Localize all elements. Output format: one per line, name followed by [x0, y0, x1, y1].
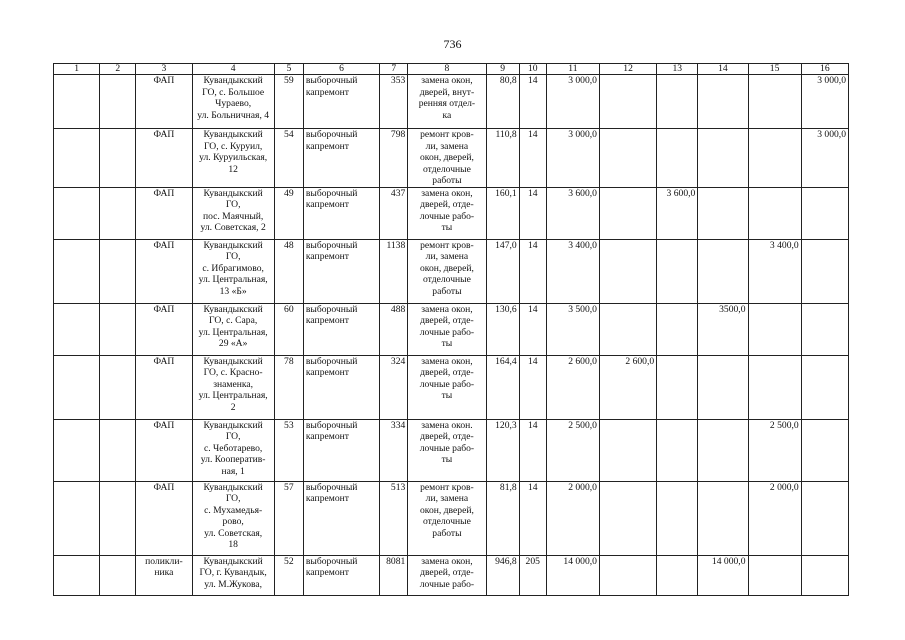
col-14-value [698, 239, 748, 303]
work-description-line: окон, дверей, [419, 504, 474, 516]
col-2-cell [100, 303, 136, 355]
work-description [408, 239, 486, 303]
col-5-value: 48 [274, 239, 303, 303]
work-description-line: работы [432, 175, 462, 186]
facility-address [192, 187, 274, 239]
col-7-value: 324 [380, 355, 408, 419]
work-type-line: капремонт [305, 86, 349, 98]
col-2-cell [100, 419, 136, 481]
facility-address-line: ГО, [225, 251, 241, 262]
col-1-cell [54, 355, 100, 419]
facility-address-line: ул. Центральная, [198, 274, 268, 285]
col-12-value [599, 481, 656, 555]
facility-type [136, 419, 192, 481]
work-description-line: работы [432, 527, 462, 539]
col-5-value: 78 [274, 355, 303, 419]
work-type-line: капремонт [305, 199, 349, 210]
work-description-line: ли, замена [425, 493, 469, 504]
col-13-value: 3 600,0 [657, 187, 698, 239]
work-description-line: окон, дверей, [419, 152, 474, 163]
col-10-value: 14 [519, 129, 546, 188]
facility-address-line: с. Ибрагимово, [202, 262, 264, 274]
facility-address-line: ул. Центральная, [198, 326, 268, 338]
col-16-value [801, 355, 848, 419]
facility-type-line: ФАП [153, 129, 175, 140]
col-2-cell [100, 239, 136, 303]
col-11-total: 14 000,0 [546, 555, 599, 595]
work-description [408, 555, 486, 595]
work-description-line: ли, замена [425, 251, 469, 262]
work-type-line: капремонт [305, 493, 349, 504]
facility-address-line: с. Мухамедья- [204, 504, 263, 516]
facility-address-line: знаменка, [213, 378, 254, 390]
col-15-value: 3 400,0 [748, 239, 801, 303]
facility-type-line: ника [154, 567, 174, 578]
table-row [54, 555, 849, 595]
table-row [54, 75, 849, 129]
work-type [303, 481, 379, 555]
col-7-value: 513 [380, 481, 408, 555]
facility-address [192, 555, 274, 595]
column-number-4: 4 [192, 64, 274, 75]
facility-address [192, 129, 274, 188]
col-9-value: 164,4 [486, 355, 519, 419]
facility-type [136, 355, 192, 419]
column-number-5: 5 [274, 64, 303, 75]
col-14-value [698, 75, 748, 129]
facility-type-line: ФАП [153, 187, 175, 199]
work-description-line: отделочные [422, 274, 471, 285]
column-number-12: 12 [599, 64, 656, 75]
work-description [408, 75, 486, 129]
col-7-value: 8081 [380, 555, 408, 595]
column-number-11: 11 [546, 64, 599, 75]
col-1-cell [54, 187, 100, 239]
work-description-line: окон, дверей, [419, 262, 474, 274]
col-13-value [657, 419, 698, 481]
col-1-cell [54, 129, 100, 188]
col-2-cell [100, 355, 136, 419]
column-number-10: 10 [519, 64, 546, 75]
facility-type-line: ФАП [153, 239, 175, 251]
col-1-cell [54, 555, 100, 595]
facility-address-line: ул. Больничная, 4 [197, 109, 270, 121]
col-15-value [748, 75, 801, 129]
facility-address-line: Кувандыкский [203, 355, 263, 367]
col-7-value: 437 [380, 187, 408, 239]
col-9-value: 110,8 [486, 129, 519, 188]
col-2-cell [100, 555, 136, 595]
table-row [54, 481, 849, 555]
facility-address-line: ГО, [225, 199, 241, 210]
col-5-value: 49 [274, 187, 303, 239]
col-11-total: 3 000,0 [546, 75, 599, 129]
facility-address-line: рово, [222, 516, 244, 527]
work-type [303, 75, 379, 129]
column-number-16: 16 [801, 64, 848, 75]
col-9-value: 120,3 [486, 419, 519, 481]
work-type-line: выборочный [305, 129, 358, 140]
column-number-1: 1 [54, 64, 100, 75]
col-14-value: 3500,0 [698, 303, 748, 355]
col-12-value [599, 419, 656, 481]
col-11-total: 3 400,0 [546, 239, 599, 303]
column-number-6: 6 [303, 64, 379, 75]
work-type-line: капремонт [305, 315, 349, 326]
facility-address-line: Кувандыкский [203, 75, 263, 86]
col-14-value [698, 187, 748, 239]
col-5-value: 59 [274, 75, 303, 129]
col-1-cell [54, 419, 100, 481]
work-type-line: капремонт [305, 431, 349, 442]
col-15-value [748, 303, 801, 355]
column-number-2: 2 [100, 64, 136, 75]
work-type [303, 239, 379, 303]
work-description-line: замена окон, [421, 355, 473, 367]
work-description-line: ка [442, 109, 452, 121]
facility-address-line: 12 [228, 163, 238, 175]
facility-address-line: 2 [230, 401, 236, 413]
work-description-line: отделочные [422, 163, 471, 175]
col-9-value: 81,8 [486, 481, 519, 555]
facility-address-line: Кувандыкский [203, 303, 263, 315]
facility-address-line: ГО, с. Куруил, [203, 140, 263, 152]
col-13-value [657, 303, 698, 355]
facility-address-line: ул. М.Жукова, [204, 578, 263, 590]
work-description-line: работы [432, 285, 462, 297]
col-10-value: 205 [519, 555, 546, 595]
col-14-value [698, 129, 748, 188]
col-11-total: 3 000,0 [546, 129, 599, 188]
column-number-8: 8 [408, 64, 486, 75]
col-14-value [698, 355, 748, 419]
col-11-total: 3 600,0 [546, 187, 599, 239]
facility-type [136, 187, 192, 239]
facility-type [136, 129, 192, 188]
work-description-line: замена окон, [421, 187, 473, 199]
work-description [408, 419, 486, 481]
col-2-cell [100, 75, 136, 129]
column-number-7: 7 [380, 64, 408, 75]
work-description-line: ты [441, 222, 453, 233]
work-description-line: лочные рабо- [419, 210, 475, 222]
col-16-value [801, 187, 848, 239]
facility-address [192, 481, 274, 555]
col-9-value: 160,1 [486, 187, 519, 239]
col-12-value [599, 75, 656, 129]
column-number-15: 15 [748, 64, 801, 75]
table-row [54, 355, 849, 419]
facility-type-line: поликли- [145, 555, 183, 567]
column-number-14: 14 [698, 64, 748, 75]
col-12-value [599, 303, 656, 355]
col-10-value: 14 [519, 481, 546, 555]
col-2-cell [100, 481, 136, 555]
work-type-line: выборочный [305, 75, 358, 86]
work-description [408, 187, 486, 239]
work-type [303, 187, 379, 239]
col-16-value [801, 303, 848, 355]
facility-address-line: Кувандыкский [203, 419, 263, 431]
col-12-value [599, 129, 656, 188]
col-12-value: 2 600,0 [599, 355, 656, 419]
col-13-value [657, 129, 698, 188]
facility-address-line: ГО, с. Большое [202, 86, 265, 98]
col-1-cell [54, 75, 100, 129]
col-15-value [748, 355, 801, 419]
table-row [54, 419, 849, 481]
col-1-cell [54, 303, 100, 355]
col-10-value: 14 [519, 239, 546, 303]
work-description-line: ремонт кров- [420, 481, 474, 493]
facility-address-line: Кувандыкский [203, 481, 263, 493]
work-type-line: выборочный [305, 355, 358, 367]
facility-address-line: 13 «Б» [219, 285, 247, 297]
col-16-value: 3 000,0 [801, 75, 848, 129]
col-13-value [657, 239, 698, 303]
col-15-value: 2 000,0 [748, 481, 801, 555]
col-10-value: 14 [519, 419, 546, 481]
col-7-value: 798 [380, 129, 408, 188]
col-5-value: 57 [274, 481, 303, 555]
col-11-total: 2 600,0 [546, 355, 599, 419]
col-5-value: 53 [274, 419, 303, 481]
col-5-value: 54 [274, 129, 303, 188]
col-15-value [748, 129, 801, 188]
col-13-value [657, 555, 698, 595]
col-2-cell [100, 129, 136, 188]
facility-address-line: ГО, с. Красно- [203, 367, 263, 378]
facility-address-line: Кувандыкский [203, 129, 263, 140]
facility-address-line: Кувандыкский [203, 187, 263, 199]
work-description-line: дверей, отде- [420, 199, 474, 210]
col-9-value: 80,8 [486, 75, 519, 129]
facility-address [192, 355, 274, 419]
facility-address-line: с. Чеботарево, [203, 442, 263, 454]
facility-type-line: ФАП [153, 355, 175, 367]
col-1-cell [54, 481, 100, 555]
col-7-value: 488 [380, 303, 408, 355]
work-type [303, 555, 379, 595]
work-description-line: ты [441, 390, 453, 401]
col-13-value [657, 75, 698, 129]
col-5-value: 52 [274, 555, 303, 595]
table-row [54, 239, 849, 303]
work-description-line: ты [441, 454, 453, 465]
column-number-13: 13 [657, 64, 698, 75]
col-7-value: 334 [380, 419, 408, 481]
work-type-line: выборочный [305, 419, 358, 431]
col-16-value [801, 481, 848, 555]
work-description-line: отделочные [422, 516, 471, 527]
facility-type-line: ФАП [153, 303, 175, 315]
work-description-line: дверей, отде- [420, 431, 474, 442]
work-description-line: ремонт кров- [420, 239, 474, 251]
col-11-total: 3 500,0 [546, 303, 599, 355]
table-body [54, 64, 849, 596]
work-type-line: выборочный [305, 555, 358, 567]
col-12-value [599, 239, 656, 303]
work-type-line: выборочный [305, 303, 358, 315]
facility-type-line: ФАП [153, 419, 175, 431]
col-7-value: 353 [380, 75, 408, 129]
col-5-value: 60 [274, 303, 303, 355]
work-description-line: замена окон, [421, 75, 473, 86]
col-1-cell [54, 239, 100, 303]
facility-address [192, 239, 274, 303]
work-description-line: ты [441, 338, 453, 349]
col-12-value [599, 555, 656, 595]
facility-address-line: Кувандыкский [203, 555, 263, 567]
facility-address-line: Чураево, [215, 98, 252, 109]
work-description-line: лочные рабо- [419, 442, 475, 454]
col-16-value [801, 555, 848, 595]
work-type [303, 303, 379, 355]
work-description-line: ренняя отдел- [418, 98, 476, 109]
work-type-line: капремонт [305, 140, 349, 152]
work-description [408, 129, 486, 188]
facility-address-line: ГО, [225, 431, 241, 442]
facility-type-line: ФАП [153, 75, 175, 86]
table-row [54, 129, 849, 188]
facility-address-line: ул. Советская, [204, 527, 263, 539]
work-type [303, 129, 379, 188]
col-10-value: 14 [519, 187, 546, 239]
facility-address-line: Кувандыкский [203, 239, 263, 251]
facility-type [136, 481, 192, 555]
col-14-value [698, 481, 748, 555]
col-16-value [801, 419, 848, 481]
facility-address-line: 29 «А» [218, 338, 248, 349]
work-description-line: лочные рабо- [419, 578, 475, 590]
work-description [408, 355, 486, 419]
work-type [303, 355, 379, 419]
facility-address [192, 303, 274, 355]
col-9-value: 147,0 [486, 239, 519, 303]
work-description-line: дверей, отде- [420, 367, 474, 378]
page-number: 736 [443, 37, 462, 51]
work-type-line: капремонт [305, 251, 349, 262]
col-10-value: 14 [519, 75, 546, 129]
col-9-value: 130,6 [486, 303, 519, 355]
col-10-value: 14 [519, 355, 546, 419]
facility-address-line: ул. Советская, 2 [200, 222, 266, 233]
col-14-value [698, 419, 748, 481]
facility-type-line: ФАП [153, 481, 175, 493]
work-description-line: дверей, внут- [419, 86, 475, 98]
table-row [54, 303, 849, 355]
facility-type [136, 303, 192, 355]
work-description-line: ремонт кров- [420, 129, 474, 140]
col-13-value [657, 355, 698, 419]
work-description-line: замена окон, [421, 303, 473, 315]
col-16-value [801, 239, 848, 303]
col-15-value: 2 500,0 [748, 419, 801, 481]
facility-address-line: ГО, г. Кувандык, [199, 567, 267, 578]
facility-address-line: ная, 1 [221, 465, 245, 477]
facility-address [192, 75, 274, 129]
col-11-total: 2 000,0 [546, 481, 599, 555]
col-12-value [599, 187, 656, 239]
work-description [408, 481, 486, 555]
col-14-value: 14 000,0 [698, 555, 748, 595]
facility-address-line: ул. Центральная, [198, 390, 268, 401]
column-number-3: 3 [136, 64, 192, 75]
col-13-value [657, 481, 698, 555]
facility-address-line: ГО, [225, 493, 241, 504]
capital-repair-table [53, 63, 849, 596]
work-type-line: выборочный [305, 187, 358, 199]
work-description-line: лочные рабо- [419, 326, 475, 338]
facility-type [136, 75, 192, 129]
work-description-line: дверей, отде- [420, 315, 474, 326]
facility-type [136, 239, 192, 303]
col-15-value [748, 555, 801, 595]
column-number-row [54, 64, 849, 75]
col-16-value: 3 000,0 [801, 129, 848, 188]
facility-address-line: пос. Маячный, [202, 210, 264, 222]
col-2-cell [100, 187, 136, 239]
col-11-total: 2 500,0 [546, 419, 599, 481]
col-10-value: 14 [519, 303, 546, 355]
work-type [303, 419, 379, 481]
work-type-line: выборочный [305, 481, 358, 493]
work-type-line: выборочный [305, 239, 358, 251]
col-15-value [748, 187, 801, 239]
work-description-line: замена окон, [421, 555, 473, 567]
facility-address-line: ул. Куруильская, [199, 152, 268, 163]
facility-address [192, 419, 274, 481]
facility-address-line: ГО, с. Сара, [209, 315, 258, 326]
work-description [408, 303, 486, 355]
facility-address-line: ул. Кооператив- [200, 454, 266, 465]
col-9-value: 946,8 [486, 555, 519, 595]
work-description-line: дверей, отде- [420, 567, 474, 578]
facility-address-line: 18 [228, 539, 238, 550]
work-description-line: лочные рабо- [419, 378, 475, 390]
table-row [54, 187, 849, 239]
work-type-line: капремонт [305, 367, 349, 378]
work-type-line: капремонт [305, 567, 349, 578]
facility-type [136, 555, 192, 595]
col-7-value: 1138 [380, 239, 408, 303]
work-description-line: ли, замена [425, 140, 469, 152]
column-number-9: 9 [486, 64, 519, 75]
work-description-line: замена окон. [421, 419, 473, 431]
